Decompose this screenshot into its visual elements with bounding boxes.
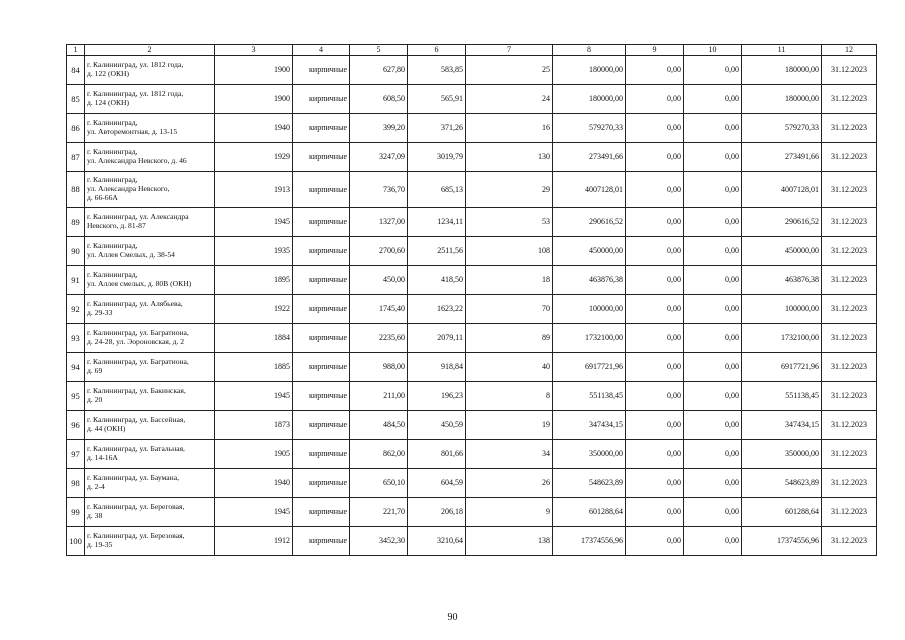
address-line: Невского, д. 81-87 <box>87 221 146 230</box>
year-cell: 1885 <box>215 353 293 382</box>
table-row <box>67 382 877 411</box>
residents-cell: 53 <box>466 208 553 237</box>
address-line: г. Калининград, <box>87 118 138 128</box>
table-row <box>67 411 877 440</box>
table-row <box>67 56 877 85</box>
table-row <box>67 498 877 527</box>
col10-cell: 0,00 <box>684 237 742 266</box>
total-cell: 180000,00 <box>742 56 822 85</box>
col10-cell: 0,00 <box>684 440 742 469</box>
address-cell <box>85 208 215 237</box>
area-cell: 2235,60 <box>350 324 408 353</box>
date-cell: 31.12.2023 <box>822 56 877 85</box>
area-cell: 3452,30 <box>350 527 408 556</box>
col10-cell: 0,00 <box>684 114 742 143</box>
table-row <box>67 469 877 498</box>
address-cell <box>85 469 215 498</box>
table-row <box>67 324 877 353</box>
page-number: 90 <box>447 612 458 623</box>
col9-cell: 0,00 <box>626 382 684 411</box>
residents-cell: 26 <box>466 469 553 498</box>
date-cell: 31.12.2023 <box>822 143 877 172</box>
material-cell: кирпичные <box>293 208 350 237</box>
address-cell <box>85 527 215 556</box>
cost-cell: 551138,45 <box>553 382 626 411</box>
address-line: д. 38 <box>87 511 103 520</box>
address-line: г. Калининград, ул. Баумана, <box>87 473 179 483</box>
col9-cell: 0,00 <box>626 353 684 382</box>
cost-cell: 100000,00 <box>553 295 626 324</box>
area-cell: 221,70 <box>350 498 408 527</box>
area-cell: 862,00 <box>350 440 408 469</box>
col9-cell: 0,00 <box>626 172 684 208</box>
table-row <box>67 143 877 172</box>
address-line: д. 24-28, ул. Эороновская, д. 2 <box>87 337 185 346</box>
material-cell: кирпичные <box>293 469 350 498</box>
col9-cell: 0,00 <box>626 295 684 324</box>
living-area-cell: 3019,79 <box>408 143 466 172</box>
date-cell: 31.12.2023 <box>822 172 877 208</box>
year-cell: 1940 <box>215 469 293 498</box>
living-area-cell: 3210,64 <box>408 527 466 556</box>
table-row <box>67 172 877 208</box>
year-cell: 1922 <box>215 295 293 324</box>
material-cell: кирпичные <box>293 411 350 440</box>
col10-cell: 0,00 <box>684 353 742 382</box>
col10-cell: 0,00 <box>684 469 742 498</box>
living-area-cell: 196,23 <box>408 382 466 411</box>
date-cell: 31.12.2023 <box>822 295 877 324</box>
total-cell: 290616,52 <box>742 208 822 237</box>
date-cell: 31.12.2023 <box>822 114 877 143</box>
material-cell: кирпичные <box>293 382 350 411</box>
address-line: г. Калининград, <box>87 147 138 157</box>
col10-cell: 0,00 <box>684 266 742 295</box>
address-line: г. Калининград, ул. Алябьева, <box>87 299 183 309</box>
column-header-11: 11 <box>742 45 822 56</box>
material-cell: кирпичные <box>293 85 350 114</box>
area-cell: 650,10 <box>350 469 408 498</box>
total-cell: 450000,00 <box>742 237 822 266</box>
total-cell: 463876,38 <box>742 266 822 295</box>
col10-cell: 0,00 <box>684 498 742 527</box>
material-cell: кирпичные <box>293 266 350 295</box>
address-line: ул. Аллея смелых, д. 80В (ОКН) <box>87 279 192 288</box>
total-cell: 100000,00 <box>742 295 822 324</box>
address-cell <box>85 382 215 411</box>
column-header-6: 6 <box>408 45 466 56</box>
cost-cell: 548623,89 <box>553 469 626 498</box>
row-number: 88 <box>67 172 85 208</box>
address-cell <box>85 411 215 440</box>
column-header-5: 5 <box>350 45 408 56</box>
living-area-cell: 1623,22 <box>408 295 466 324</box>
living-area-cell: 371,26 <box>408 114 466 143</box>
area-cell: 484,50 <box>350 411 408 440</box>
residents-cell: 18 <box>466 266 553 295</box>
address-line: г. Калининград, ул. Береговая, <box>87 502 185 512</box>
address-cell <box>85 172 215 208</box>
date-cell: 31.12.2023 <box>822 208 877 237</box>
area-cell: 627,80 <box>350 56 408 85</box>
address-line: д. 2-4 <box>87 482 105 491</box>
date-cell: 31.12.2023 <box>822 353 877 382</box>
table-row <box>67 440 877 469</box>
col10-cell: 0,00 <box>684 143 742 172</box>
address-line: д. 66-66А <box>87 192 118 202</box>
total-cell: 17374556,96 <box>742 527 822 556</box>
cost-cell: 1732100,00 <box>553 324 626 353</box>
cost-cell: 180000,00 <box>553 56 626 85</box>
material-cell: кирпичные <box>293 440 350 469</box>
year-cell: 1945 <box>215 498 293 527</box>
residents-cell: 70 <box>466 295 553 324</box>
table-row <box>67 85 877 114</box>
material-cell: кирпичные <box>293 324 350 353</box>
cost-cell: 347434,15 <box>553 411 626 440</box>
col10-cell: 0,00 <box>684 324 742 353</box>
row-number: 99 <box>67 498 85 527</box>
total-cell: 579270,33 <box>742 114 822 143</box>
address-line: г. Калининград, <box>87 175 138 185</box>
total-cell: 6917721,96 <box>742 353 822 382</box>
material-cell: кирпичные <box>293 295 350 324</box>
address-cell <box>85 114 215 143</box>
address-line: г. Калининград, ул. Бассейная, <box>87 415 186 425</box>
living-area-cell: 450,59 <box>408 411 466 440</box>
column-number-row <box>67 45 877 56</box>
year-cell: 1884 <box>215 324 293 353</box>
material-cell: кирпичные <box>293 172 350 208</box>
year-cell: 1945 <box>215 208 293 237</box>
cost-cell: 6917721,96 <box>553 353 626 382</box>
table-row <box>67 266 877 295</box>
area-cell: 211,00 <box>350 382 408 411</box>
date-cell: 31.12.2023 <box>822 237 877 266</box>
cost-cell: 350000,00 <box>553 440 626 469</box>
year-cell: 1935 <box>215 237 293 266</box>
total-cell: 548623,89 <box>742 469 822 498</box>
address-line: г. Калининград, ул. Березовая, <box>87 531 185 541</box>
year-cell: 1945 <box>215 382 293 411</box>
material-cell: кирпичные <box>293 56 350 85</box>
row-number: 89 <box>67 208 85 237</box>
table-row <box>67 208 877 237</box>
material-cell: кирпичные <box>293 527 350 556</box>
table-row <box>67 295 877 324</box>
area-cell: 1745,40 <box>350 295 408 324</box>
address-line: г. Калининград, ул. Александра <box>87 212 189 222</box>
row-number: 92 <box>67 295 85 324</box>
residents-cell: 25 <box>466 56 553 85</box>
table-row <box>67 114 877 143</box>
address-cell <box>85 237 215 266</box>
address-line: г. Калининград, <box>87 270 138 280</box>
residents-cell: 24 <box>466 85 553 114</box>
address-line: г. Калининград, ул. Багратиона, <box>87 328 189 338</box>
cost-cell: 450000,00 <box>553 237 626 266</box>
cost-cell: 180000,00 <box>553 85 626 114</box>
material-cell: кирпичные <box>293 353 350 382</box>
col9-cell: 0,00 <box>626 56 684 85</box>
residents-cell: 19 <box>466 411 553 440</box>
address-cell <box>85 56 215 85</box>
row-number: 91 <box>67 266 85 295</box>
residents-cell: 16 <box>466 114 553 143</box>
material-cell: кирпичные <box>293 114 350 143</box>
total-cell: 273491,66 <box>742 143 822 172</box>
address-cell <box>85 85 215 114</box>
date-cell: 31.12.2023 <box>822 411 877 440</box>
year-cell: 1929 <box>215 143 293 172</box>
date-cell: 31.12.2023 <box>822 527 877 556</box>
address-line: д. 122 (ОКН) <box>87 69 130 78</box>
total-cell: 4007128,01 <box>742 172 822 208</box>
year-cell: 1913 <box>215 172 293 208</box>
table-body <box>67 56 877 556</box>
total-cell: 180000,00 <box>742 85 822 114</box>
residents-cell: 29 <box>466 172 553 208</box>
row-number: 97 <box>67 440 85 469</box>
material-cell: кирпичные <box>293 143 350 172</box>
total-cell: 551138,45 <box>742 382 822 411</box>
living-area-cell: 685,13 <box>408 172 466 208</box>
col10-cell: 0,00 <box>684 208 742 237</box>
address-line: д. 20 <box>87 395 103 404</box>
address-line: д. 29-33 <box>87 308 113 317</box>
col9-cell: 0,00 <box>626 237 684 266</box>
date-cell: 31.12.2023 <box>822 324 877 353</box>
column-header-8: 8 <box>553 45 626 56</box>
col9-cell: 0,00 <box>626 208 684 237</box>
row-number: 85 <box>67 85 85 114</box>
year-cell: 1900 <box>215 85 293 114</box>
row-number: 100 <box>67 527 85 556</box>
column-header-4: 4 <box>293 45 350 56</box>
residents-cell: 34 <box>466 440 553 469</box>
address-line: г. Калининград, ул. Бакинская, <box>87 386 186 396</box>
area-cell: 988,00 <box>350 353 408 382</box>
row-number: 90 <box>67 237 85 266</box>
year-cell: 1905 <box>215 440 293 469</box>
column-header-7: 7 <box>466 45 553 56</box>
date-cell: 31.12.2023 <box>822 85 877 114</box>
row-number: 96 <box>67 411 85 440</box>
col10-cell: 0,00 <box>684 295 742 324</box>
col9-cell: 0,00 <box>626 498 684 527</box>
address-line: д. 69 <box>87 366 103 375</box>
living-area-cell: 583,85 <box>408 56 466 85</box>
address-cell <box>85 295 215 324</box>
address-line: г. Калининград, ул. Багратиона, <box>87 357 189 367</box>
date-cell: 31.12.2023 <box>822 469 877 498</box>
address-line: д. 44 (ОКН) <box>87 424 126 433</box>
row-number: 93 <box>67 324 85 353</box>
row-number: 87 <box>67 143 85 172</box>
column-header-3: 3 <box>215 45 293 56</box>
residents-cell: 8 <box>466 382 553 411</box>
row-number: 84 <box>67 56 85 85</box>
table-row <box>67 527 877 556</box>
cost-cell: 463876,38 <box>553 266 626 295</box>
total-cell: 601288,64 <box>742 498 822 527</box>
address-cell <box>85 324 215 353</box>
date-cell: 31.12.2023 <box>822 440 877 469</box>
col9-cell: 0,00 <box>626 411 684 440</box>
residents-cell: 108 <box>466 237 553 266</box>
date-cell: 31.12.2023 <box>822 498 877 527</box>
col9-cell: 0,00 <box>626 527 684 556</box>
column-header-9: 9 <box>626 45 684 56</box>
row-number: 86 <box>67 114 85 143</box>
total-cell: 347434,15 <box>742 411 822 440</box>
address-cell <box>85 498 215 527</box>
row-number: 98 <box>67 469 85 498</box>
year-cell: 1895 <box>215 266 293 295</box>
living-area-cell: 1234,11 <box>408 208 466 237</box>
register-table <box>66 44 877 556</box>
living-area-cell: 801,66 <box>408 440 466 469</box>
column-header-12: 12 <box>822 45 877 56</box>
area-cell: 399,20 <box>350 114 408 143</box>
area-cell: 2700,60 <box>350 237 408 266</box>
residents-cell: 40 <box>466 353 553 382</box>
living-area-cell: 206,18 <box>408 498 466 527</box>
year-cell: 1873 <box>215 411 293 440</box>
address-line: д. 14-16А <box>87 453 118 462</box>
total-cell: 1732100,00 <box>742 324 822 353</box>
area-cell: 736,70 <box>350 172 408 208</box>
address-line: г. Калининград, ул. 1812 года, <box>87 89 184 99</box>
address-cell <box>85 143 215 172</box>
col9-cell: 0,00 <box>626 266 684 295</box>
col9-cell: 0,00 <box>626 114 684 143</box>
year-cell: 1940 <box>215 114 293 143</box>
col10-cell: 0,00 <box>684 527 742 556</box>
living-area-cell: 918,84 <box>408 353 466 382</box>
address-cell <box>85 353 215 382</box>
living-area-cell: 2511,56 <box>408 237 466 266</box>
address-line: ул. Аллея Смелых, д. 38-54 <box>87 250 175 259</box>
residents-cell: 9 <box>466 498 553 527</box>
address-line: ул. Александра Невского, д. 46 <box>87 156 187 165</box>
residents-cell: 130 <box>466 143 553 172</box>
address-line: д. 19-35 <box>87 540 113 549</box>
residents-cell: 138 <box>466 527 553 556</box>
col9-cell: 0,00 <box>626 440 684 469</box>
date-cell: 31.12.2023 <box>822 266 877 295</box>
area-cell: 608,50 <box>350 85 408 114</box>
material-cell: кирпичные <box>293 237 350 266</box>
cost-cell: 601288,64 <box>553 498 626 527</box>
column-header-1: 1 <box>67 45 85 56</box>
total-cell: 350000,00 <box>742 440 822 469</box>
residents-cell: 89 <box>466 324 553 353</box>
col9-cell: 0,00 <box>626 324 684 353</box>
column-header-2: 2 <box>85 45 215 56</box>
address-line: г. Калининград, ул. Батальная, <box>87 444 185 454</box>
col10-cell: 0,00 <box>684 172 742 208</box>
year-cell: 1900 <box>215 56 293 85</box>
row-number: 95 <box>67 382 85 411</box>
table-row <box>67 237 877 266</box>
col9-cell: 0,00 <box>626 469 684 498</box>
year-cell: 1912 <box>215 527 293 556</box>
living-area-cell: 604,59 <box>408 469 466 498</box>
col10-cell: 0,00 <box>684 56 742 85</box>
material-cell: кирпичные <box>293 498 350 527</box>
col10-cell: 0,00 <box>684 411 742 440</box>
living-area-cell: 565,91 <box>408 85 466 114</box>
address-cell <box>85 266 215 295</box>
address-line: ул. Александра Невского, <box>87 184 170 194</box>
address-line: ул. Авторемонтная, д. 13-15 <box>87 127 178 136</box>
living-area-cell: 2079,11 <box>408 324 466 353</box>
table-row <box>67 353 877 382</box>
living-area-cell: 418,50 <box>408 266 466 295</box>
address-cell <box>85 440 215 469</box>
col10-cell: 0,00 <box>684 382 742 411</box>
cost-cell: 290616,52 <box>553 208 626 237</box>
cost-cell: 579270,33 <box>553 114 626 143</box>
col9-cell: 0,00 <box>626 85 684 114</box>
address-line: г. Калининград, ул. 1812 года, <box>87 60 184 70</box>
row-number: 94 <box>67 353 85 382</box>
column-header-10: 10 <box>684 45 742 56</box>
date-cell: 31.12.2023 <box>822 382 877 411</box>
address-line: г. Калининград, <box>87 241 138 251</box>
address-line: д. 124 (ОКН) <box>87 98 130 107</box>
area-cell: 1327,00 <box>350 208 408 237</box>
cost-cell: 273491,66 <box>553 143 626 172</box>
col9-cell: 0,00 <box>626 143 684 172</box>
area-cell: 450,00 <box>350 266 408 295</box>
col10-cell: 0,00 <box>684 85 742 114</box>
area-cell: 3247,09 <box>350 143 408 172</box>
cost-cell: 4007128,01 <box>553 172 626 208</box>
cost-cell: 17374556,96 <box>553 527 626 556</box>
